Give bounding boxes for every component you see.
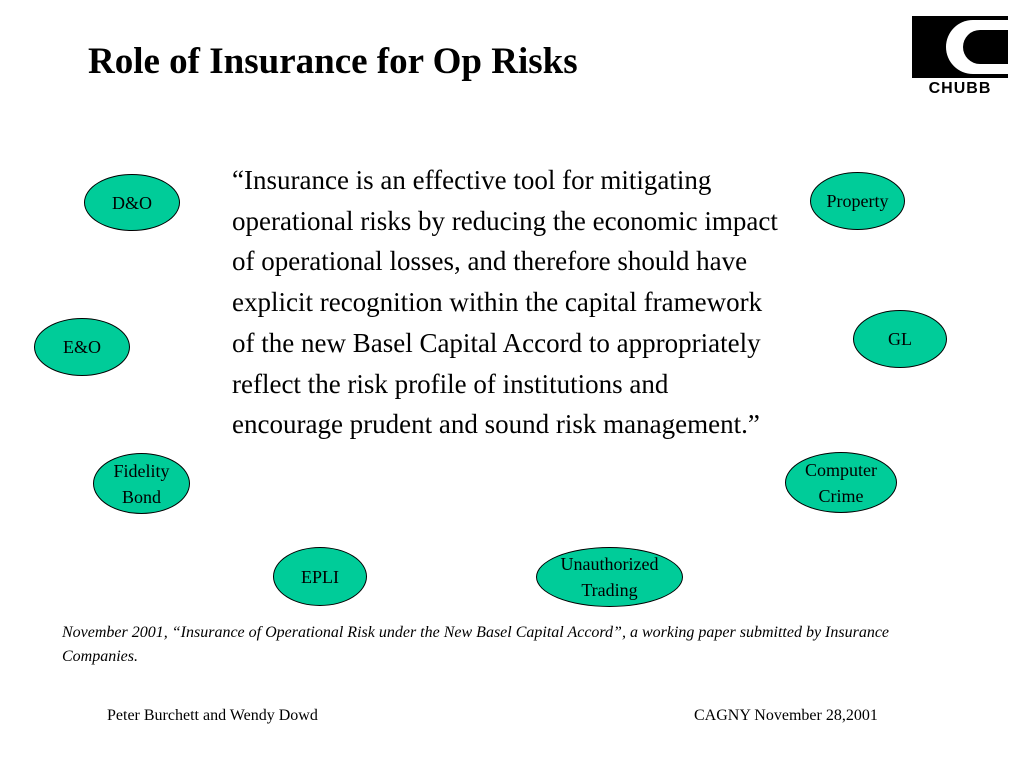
oval-label: EPLI (301, 566, 339, 587)
slide-title: Role of Insurance for Op Risks (88, 41, 578, 82)
oval-label: Unauthorized Trading (560, 554, 659, 600)
oval-label: GL (888, 329, 912, 349)
insurance-quote: “Insurance is an effective tool for mitigating operational risks by reducing the economic impact of operational losses, and therefore should have explicit recognition within the capital framework of the new Basel Capital Accord to appropriately reflect the risk profile of institutions and encourage prudent and sound risk management.” (232, 165, 778, 440)
oval-epli (273, 547, 367, 606)
oval-label: D&O (112, 192, 152, 213)
oval-computer-crime (785, 452, 897, 513)
oval-label: Computer Crime (805, 459, 877, 506)
chubb-logo (912, 16, 1008, 98)
oval-do (84, 174, 180, 231)
logo-wordmark: CHUBB (928, 80, 992, 97)
citation: November 2001, “Insurance of Operational Risk under the New Basel Capital Accord”, a working paper submitted by Insurance Companies. (62, 624, 890, 665)
oval-label: Fidelity Bond (113, 460, 170, 507)
oval-fidelity-bond (93, 453, 190, 514)
oval-gl (853, 310, 947, 368)
footer-authors: Peter Burchett and Wendy Dowd (107, 707, 318, 724)
oval-label: Property (826, 191, 889, 211)
oval-eo (34, 318, 130, 376)
oval-property (810, 172, 905, 230)
oval-unauthorized-trading (536, 547, 683, 607)
oval-label: E&O (63, 337, 101, 357)
chubb-logo-icon (912, 16, 1008, 80)
footer-event-date: CAGNY November 28,2001 (694, 707, 878, 724)
